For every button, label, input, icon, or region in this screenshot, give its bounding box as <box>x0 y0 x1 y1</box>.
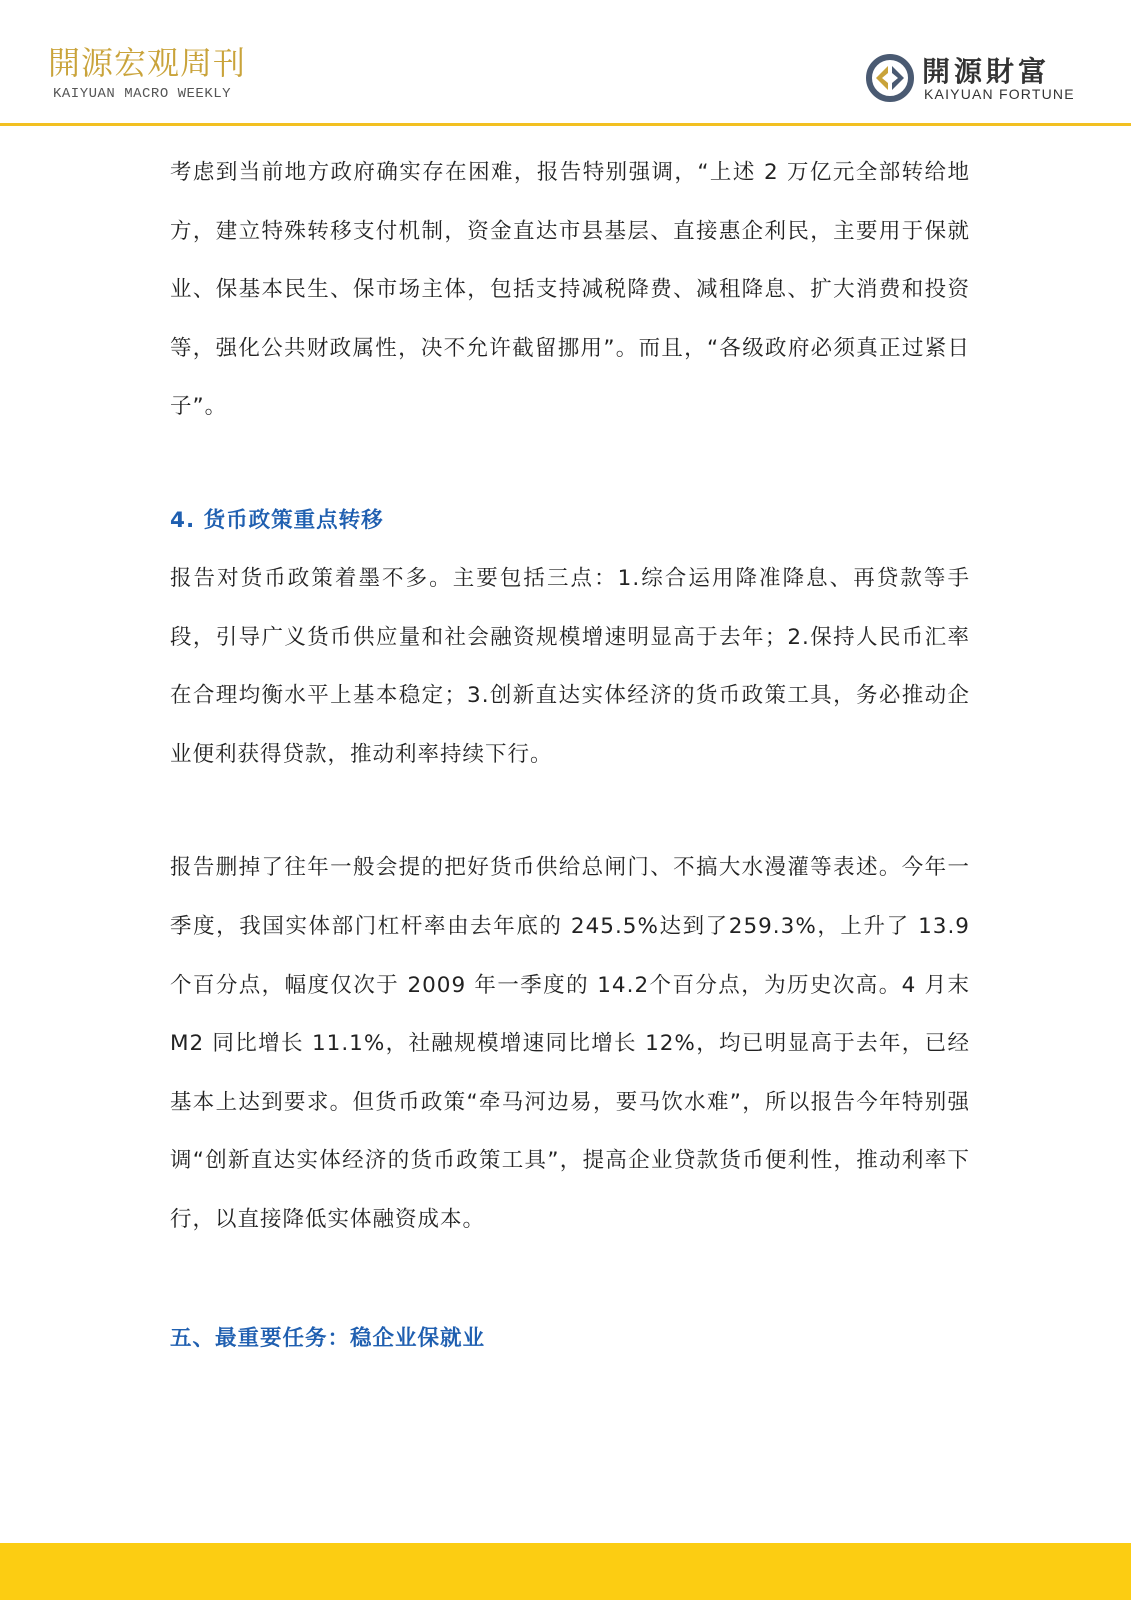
footer-bar <box>0 1543 1131 1600</box>
section-heading-employment: 五、最重要任务：稳企业保就业 <box>170 1325 486 1351</box>
paragraph-local-government: 考虑到当前地方政府确实存在困难，报告特别强调，“上述 2 万亿元全部转给地方，建立特殊转移支付机制，资金直达市县基层、直接惠企利民，主要用于保就业、保基本民生、保市场主体，包括支持减税降费、减租降息、扩大消费和投资等，强化公共财政属性，决不允许截留挪用”。而且，“各级政府必须真正过紧日子”。 <box>170 160 970 420</box>
article-body <box>170 144 970 1368</box>
logo-text-en: KAIYUAN FORTUNE <box>924 86 1075 102</box>
paragraph-leverage-analysis: 报告删掉了往年一般会提的把好货币供给总闸门、不搞大水漫灌等表述。今年一季度，我国实体部门杠杆率由去年底的 245.5%达到了259.3%，上升了 13.9 个百分点，幅度仅次于 2009 年一季度的 14.2个百分点，为历史次高。4 月末 M2 同比增长 11.1%，社融规模增速同比增长 12%，均已明显高于去年，已经基本上达到要求。但货币政策“牵马河边易，要马饮水难”，所以报告今年特别强调“创新直达实体经济的货币政策工具”，提高企业贷款货币便利性，推动利率下行，以直接降低实体融资成本。 <box>170 855 970 1232</box>
paragraph-monetary-points: 报告对货币政策着墨不多。主要包括三点：1.综合运用降准降息、再贷款等手段，引导广义货币供应量和社会融资规模增速明显高于去年；2.保持人民币汇率在合理均衡水平上基本稳定；3.创新直达实体经济的货币政策工具，务必推动企业便利获得贷款，推动利率持续下行。 <box>170 565 970 767</box>
page-header <box>0 0 1131 126</box>
kaiyuan-logo-icon <box>866 54 914 102</box>
brand-title-en: KAIYUAN MACRO WEEKLY <box>53 86 232 102</box>
brand-title-cn: 開源宏观周刊 <box>48 44 247 82</box>
logo-text-cn: 開源財富 <box>922 55 1051 88</box>
company-logo <box>866 48 1086 108</box>
section-heading-monetary-policy: 4. 货币政策重点转移 <box>170 507 384 533</box>
header-divider <box>0 123 1131 126</box>
